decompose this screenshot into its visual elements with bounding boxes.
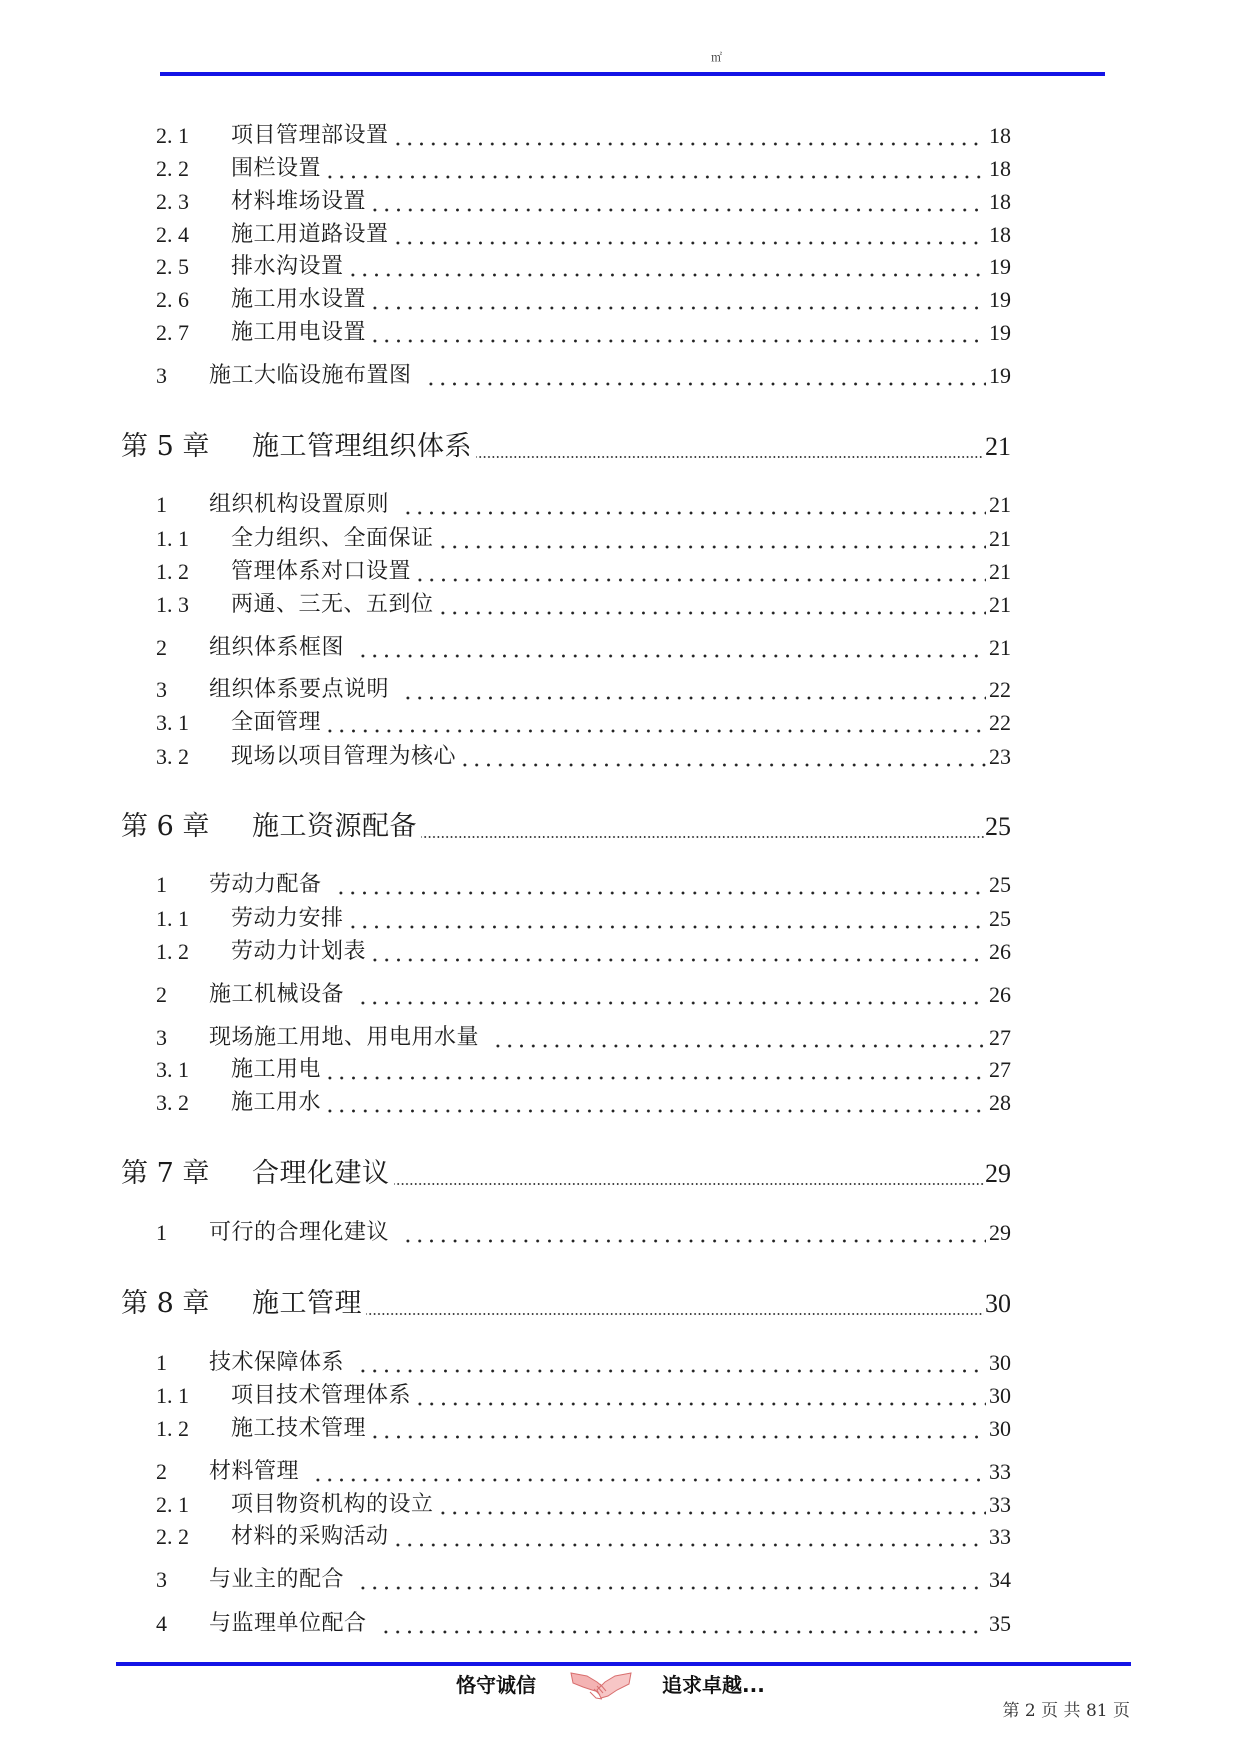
toc-entry-title: 组织体系要点说明 [209,677,390,702]
toc-chapter-page: 21 [985,432,1011,461]
toc-entry-title: 施工用道路设置 [231,222,389,247]
toc-entry-title: 施工技术管理 [231,1416,367,1441]
toc-chapter-title: 施工管理组织体系 [252,431,472,462]
dot-leader [421,809,984,845]
toc-entry[interactable] [156,633,1011,663]
toc-entry[interactable] [156,187,1011,217]
toc-entry-number: 1. 1 [156,1383,189,1408]
toc-entry[interactable] [156,1381,1011,1411]
toc-entry-number: 2. 3 [156,189,189,214]
toc-entry-number: 3 [156,363,167,388]
toc-entry[interactable] [156,1490,1011,1520]
toc-entry-number: 4 [156,1611,167,1636]
dot-leader [332,870,986,900]
toc-entry-title: 围栏设置 [231,156,322,181]
toc-entry-page: 18 [989,123,1011,148]
toc-entry[interactable] [156,490,1011,520]
toc-entry[interactable] [156,252,1011,282]
toc-entry-number: 2. 4 [156,222,189,247]
toc-entry[interactable] [156,675,1011,705]
dot-leader [389,1522,986,1552]
toc-entry-page: 19 [989,287,1011,312]
dot-leader [366,187,986,217]
footer-motto-right: 追求卓越... [662,1673,765,1697]
toc-entry-page: 26 [989,982,1011,1007]
toc-chapter-page: 25 [985,812,1011,841]
toc-entry-number: 2 [156,635,167,660]
toc-entry-title: 现场施工用地、用电用水量 [209,1025,480,1050]
toc-entry-title: 材料的采购活动 [231,1524,389,1549]
toc-entry-number: 1 [156,1350,167,1375]
toc-entry-page: 19 [989,320,1011,345]
toc-entry-page: 21 [989,635,1011,660]
dot-leader [366,318,986,348]
toc-entry-number: 1 [156,872,167,897]
toc-entry[interactable] [156,1414,1011,1444]
dot-leader [389,121,986,151]
toc-entry-number: 1 [156,492,167,517]
toc-chapter-heading[interactable] [121,1156,1011,1192]
toc-entry-page: 30 [989,1350,1011,1375]
toc-entry-number: 3 [156,1025,167,1050]
toc-entry-number: 2 [156,1459,167,1484]
toc-entry-page: 21 [989,592,1011,617]
toc-entry-number: 3. 1 [156,710,189,735]
toc-entry-title: 与业主的配合 [209,1567,345,1592]
toc-entry[interactable] [156,121,1011,151]
toc-entry-title: 组织体系框图 [209,635,345,660]
toc-chapter-heading[interactable] [121,429,1011,465]
toc-entry-title: 与监理单位配合 [209,1611,367,1636]
toc-entry-page: 21 [989,559,1011,584]
toc-entry-title: 施工用电 [231,1057,322,1082]
toc-entry-page: 29 [989,1220,1011,1245]
dot-leader [422,361,986,391]
dot-leader [354,633,986,663]
toc-entry[interactable] [156,154,1011,184]
toc-entry-number: 2. 2 [156,156,189,181]
toc-chapter-page: 29 [985,1159,1011,1188]
toc-entry-page: 19 [989,254,1011,279]
toc-entry-page: 27 [989,1025,1011,1050]
dot-leader [321,1055,986,1085]
toc-entry-title: 技术保障体系 [209,1350,345,1375]
toc-entry-number: 3. 2 [156,1090,189,1115]
toc-entry-title: 劳动力配备 [209,872,322,897]
page-number: 第 2 页 共 81 页 [1002,1701,1130,1721]
dot-leader [354,980,986,1010]
toc-entry-title: 排水沟设置 [231,254,344,279]
dot-leader [411,557,986,587]
dot-leader [399,1218,986,1248]
toc-entry[interactable] [156,1609,1011,1639]
dot-leader [366,937,986,967]
toc-entry-page: 33 [989,1492,1011,1517]
toc-entry[interactable] [156,1023,1011,1053]
toc-entry-number: 3 [156,1567,167,1592]
toc-entry-number: 2. 2 [156,1524,189,1549]
toc-entry-page: 25 [989,872,1011,897]
toc-entry[interactable] [156,220,1011,250]
dot-leader [394,1156,985,1192]
toc-entry[interactable] [156,1457,1011,1487]
dot-leader [321,154,986,184]
toc-chapter-page: 30 [985,1289,1011,1318]
toc-entry-title: 组织机构设置原则 [209,492,390,517]
toc-entry-title: 材料管理 [209,1459,300,1484]
toc-chapter-title: 合理化建议 [252,1158,390,1189]
toc-entry-title: 全面管理 [231,710,322,735]
toc-entry[interactable] [156,1055,1011,1085]
toc-entry-page: 22 [989,710,1011,735]
toc-entry-number: 3. 1 [156,1057,189,1082]
dot-leader [434,524,986,554]
toc-entry-title: 材料堆场设置 [231,189,367,214]
footer-motto-left: 恪守诚信 [456,1673,536,1697]
toc-entry-page: 35 [989,1611,1011,1636]
dot-leader [309,1457,986,1487]
dot-leader [399,490,986,520]
toc-entry-number: 1. 3 [156,592,189,617]
toc-entry-page: 34 [989,1567,1011,1592]
toc-entry-number: 2. 6 [156,287,189,312]
toc-entry-number: 1. 2 [156,1416,189,1441]
toc-entry-title: 两通、三无、五到位 [231,592,434,617]
toc-entry[interactable] [156,590,1011,620]
toc-chapter-number: 第 6 章 [121,811,210,842]
toc-chapter-number: 第 8 章 [121,1288,210,1319]
toc-entry-page: 22 [989,677,1011,702]
toc-entry[interactable] [156,318,1011,348]
dot-leader [434,590,986,620]
header-mark: ㎡ [711,51,722,64]
toc-entry[interactable] [156,980,1011,1010]
toc-entry[interactable] [156,1218,1011,1248]
toc-entry-page: 33 [989,1524,1011,1549]
dot-leader [377,1609,986,1639]
dot-leader [321,1088,986,1118]
dot-leader [354,1565,986,1595]
toc-entry-number: 1. 2 [156,559,189,584]
footer-rule [116,1662,1131,1666]
toc-entry-page: 18 [989,189,1011,214]
toc-entry[interactable] [156,904,1011,934]
toc-chapter-title: 施工管理 [252,1288,362,1319]
toc-entry[interactable] [156,1088,1011,1118]
dot-leader [389,220,986,250]
toc-entry[interactable] [156,708,1011,738]
toc-entry-title: 施工用电设置 [231,320,367,345]
toc-entry[interactable] [156,1522,1011,1552]
toc-entry[interactable] [156,557,1011,587]
toc-chapter-title: 施工资源配备 [252,811,417,842]
handshake-icon [570,1668,632,1704]
toc-entry-number: 2. 1 [156,1492,189,1517]
toc-entry-title: 项目技术管理体系 [231,1383,412,1408]
toc-entry-title: 项目管理部设置 [231,123,389,148]
toc-entry-number: 2. 5 [156,254,189,279]
toc-entry-title: 劳动力安排 [231,906,344,931]
toc-entry[interactable] [156,1565,1011,1595]
dot-leader [411,1381,986,1411]
dot-leader [456,742,986,772]
dot-leader [344,904,986,934]
toc-entry[interactable] [156,524,1011,554]
dot-leader [354,1348,986,1378]
toc-chapter-number: 第 5 章 [121,431,210,462]
dot-leader [434,1490,986,1520]
toc-entry-number: 1. 1 [156,526,189,551]
toc-entry-title: 项目物资机构的设立 [231,1492,434,1517]
dot-leader [476,429,984,465]
toc-entry-title: 施工用水 [231,1090,322,1115]
dot-leader [366,285,986,315]
toc-entry-page: 21 [989,492,1011,517]
toc-entry-number: 2. 1 [156,123,189,148]
toc-entry[interactable] [156,742,1011,772]
toc-entry-title: 全力组织、全面保证 [231,526,434,551]
toc-entry-page: 26 [989,939,1011,964]
dot-leader [366,1286,984,1322]
toc-entry-number: 3. 2 [156,744,189,769]
toc-entry-page: 30 [989,1383,1011,1408]
toc-entry-title: 管理体系对口设置 [231,559,412,584]
dot-leader [344,252,986,282]
toc-entry-page: 18 [989,222,1011,247]
dot-leader [321,708,986,738]
dot-leader [489,1023,986,1053]
toc-entry-number: 2 [156,982,167,1007]
toc-entry-number: 3 [156,677,167,702]
toc-chapter-heading[interactable] [121,1286,1011,1322]
toc-entry-title: 现场以项目管理为核心 [231,744,457,769]
toc-chapter-heading[interactable] [121,809,1011,845]
toc-entry-page: 23 [989,744,1011,769]
toc-entry-page: 33 [989,1459,1011,1484]
toc-entry[interactable] [156,361,1011,391]
toc-entry-number: 2. 7 [156,320,189,345]
toc-entry-title: 施工用水设置 [231,287,367,312]
toc-chapter-number: 第 7 章 [121,1158,210,1189]
toc-entry-page: 28 [989,1090,1011,1115]
toc-entry-number: 1. 2 [156,939,189,964]
toc-entry[interactable] [156,937,1011,967]
dot-leader [399,675,986,705]
toc-entry[interactable] [156,1348,1011,1378]
toc-entry-page: 18 [989,156,1011,181]
toc-entry-number: 1 [156,1220,167,1245]
toc-entry-title: 施工大临设施布置图 [209,363,412,388]
dot-leader [366,1414,986,1444]
toc-entry-page: 27 [989,1057,1011,1082]
toc-entry-number: 1. 1 [156,906,189,931]
toc-entry-page: 30 [989,1416,1011,1441]
toc-entry-title: 施工机械设备 [209,982,345,1007]
toc-entry[interactable] [156,870,1011,900]
toc-entry[interactable] [156,285,1011,315]
toc-entry-title: 可行的合理化建议 [209,1220,390,1245]
toc-entry-title: 劳动力计划表 [231,939,367,964]
toc-entry-page: 19 [989,363,1011,388]
toc-entry-page: 25 [989,906,1011,931]
toc-entry-page: 21 [989,526,1011,551]
